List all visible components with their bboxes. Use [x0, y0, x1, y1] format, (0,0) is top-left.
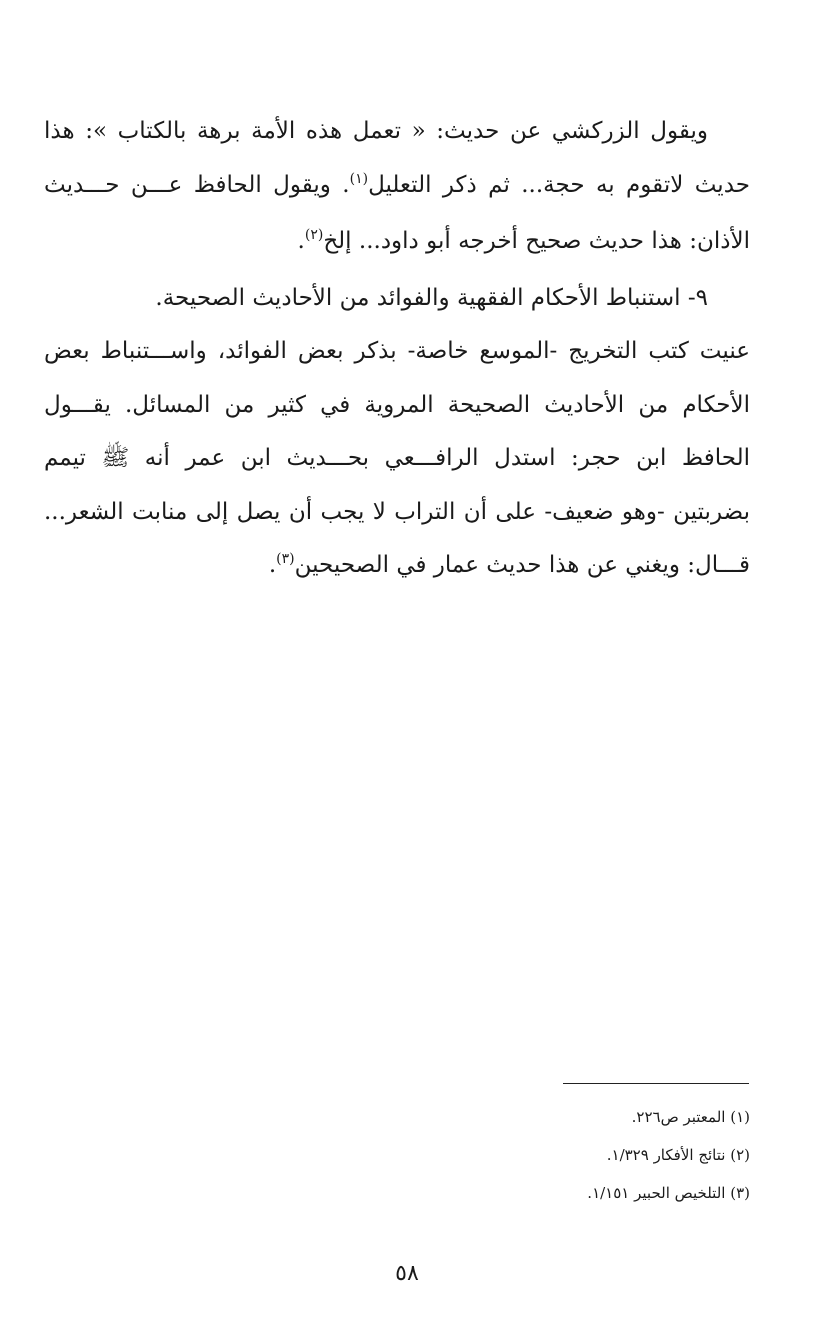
paragraph-text: . [268, 552, 277, 578]
footnote-3: (٣) التلخيص الحبير ١/١٥١. [587, 1184, 750, 1202]
footnotes [400, 1098, 750, 1212]
paragraph-text: . ويقول الحافظ عـــن حـــديث الأذان: هذا حديث صحيح أخرجه أبو داود... إلخ [44, 171, 750, 254]
paragraph-zarkashi [44, 105, 750, 272]
footnote-1: (١) المعتبر ص٢٢٦. [631, 1108, 750, 1126]
page-number: ٥٨ [395, 1261, 419, 1286]
footnote-separator [563, 1083, 749, 1084]
section-heading: ٩- استنباط الأحكام الفقهية والفوائد من الأحاديث الصحيحة. [155, 284, 708, 311]
footnote-reference-1: (١) [349, 170, 369, 187]
main-text [44, 105, 750, 596]
paragraph-text: ويقول الزركشي عن حديث: « تعمل هذه الأمة برهة بالكتاب »: هذا حديث لاتقوم به حجة... ثم ذكر التعليل [44, 118, 750, 198]
paragraph-istinbat [44, 325, 750, 596]
footnote-2: (٢) نتائج الأفكار ١/٣٢٩. [606, 1146, 750, 1164]
paragraph-text: . [297, 228, 305, 254]
paragraph-text: عنيت كتب التخريج -الموسع خاصة- بذكر بعض الفوائد، واســـتنباط بعض الأحكام من الأحاديث الصحيحة المروية في كثير من المسائل. يقـــول الحافظ ابن حجر: استدل الرافـــعي بحـــديث ابن عمر أنه ﷺ تيمم بضربتين -وهو ضعيف- على أن التراب لا يجب أن يصل إلى منابت الشعر... قـــال: ويغني عن هذا حديث عمار في الصحيحين [44, 338, 750, 578]
footnote-reference-3: (٣) [276, 551, 295, 567]
footnote-reference-2: (٢) [304, 227, 324, 243]
